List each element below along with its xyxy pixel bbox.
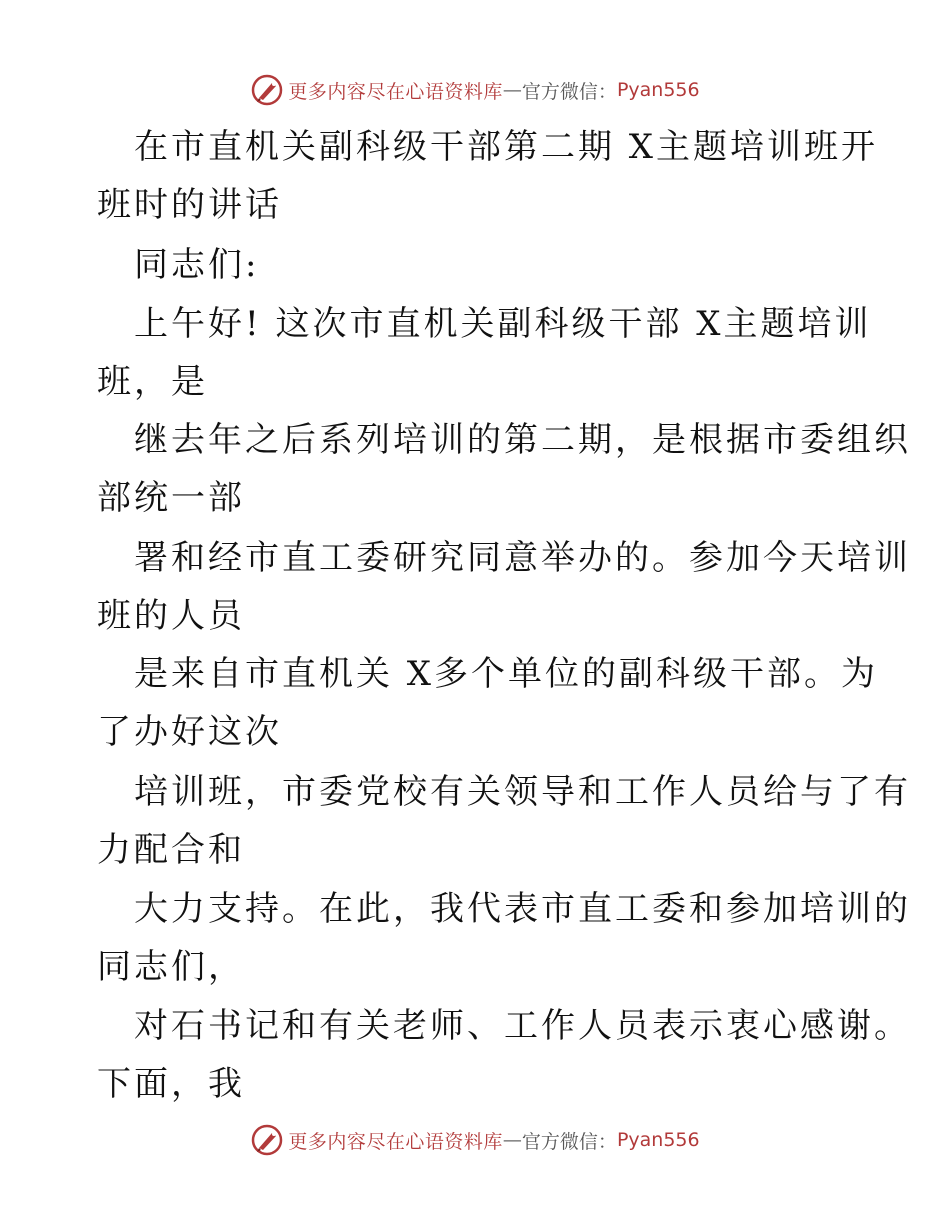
footer-watermark [0, 1122, 950, 1158]
doc-line: 了办好这次 [97, 712, 282, 752]
doc-line: 班，是 [97, 362, 208, 402]
wechat-id: Pyan556 [616, 1129, 700, 1151]
doc-title-line-2: 班时的讲话 [97, 185, 282, 225]
wechat-id: Pyan556 [616, 79, 700, 101]
doc-line: 部统一部 [97, 478, 245, 518]
brand-text: 更多内容尽在心语资料库 [288, 80, 503, 103]
wechat-label: 官方微信： [521, 80, 617, 103]
doc-salutation: 同志们: [134, 245, 260, 285]
brand-dash: — [502, 1129, 522, 1151]
doc-title-line-1: 在市直机关副科级干部第二期 X主题培训班开 [134, 127, 879, 167]
pen-logo-icon [250, 1123, 284, 1157]
doc-line: 署和经市直工委研究同意举办的。参加今天培训 [134, 538, 911, 578]
brand-dash: — [502, 79, 522, 101]
doc-line: 培训班，市委党校有关领导和工作人员给与了有 [134, 772, 911, 812]
header-watermark [0, 72, 950, 108]
brand-text: 更多内容尽在心语资料库 [288, 1130, 503, 1153]
wechat-label: 官方微信： [521, 1130, 617, 1153]
doc-line: 大力支持。在此，我代表市直工委和参加培训的 [134, 889, 911, 929]
doc-line: 上午好! 这次市直机关副科级干部 X主题培训 [134, 304, 872, 344]
doc-line: 同志们， [97, 947, 245, 987]
doc-line: 力配合和 [97, 830, 245, 870]
pen-logo-icon [250, 73, 284, 107]
doc-line: 下面，我 [97, 1064, 245, 1104]
doc-line: 是来自市直机关 X多个单位的副科级干部。为 [134, 654, 879, 694]
doc-line: 对石书记和有关老师、工作人员表示衷心感谢。 [134, 1006, 911, 1046]
doc-line: 班的人员 [97, 596, 245, 636]
doc-line: 继去年之后系列培训的第二期，是根据市委组织 [134, 420, 911, 460]
